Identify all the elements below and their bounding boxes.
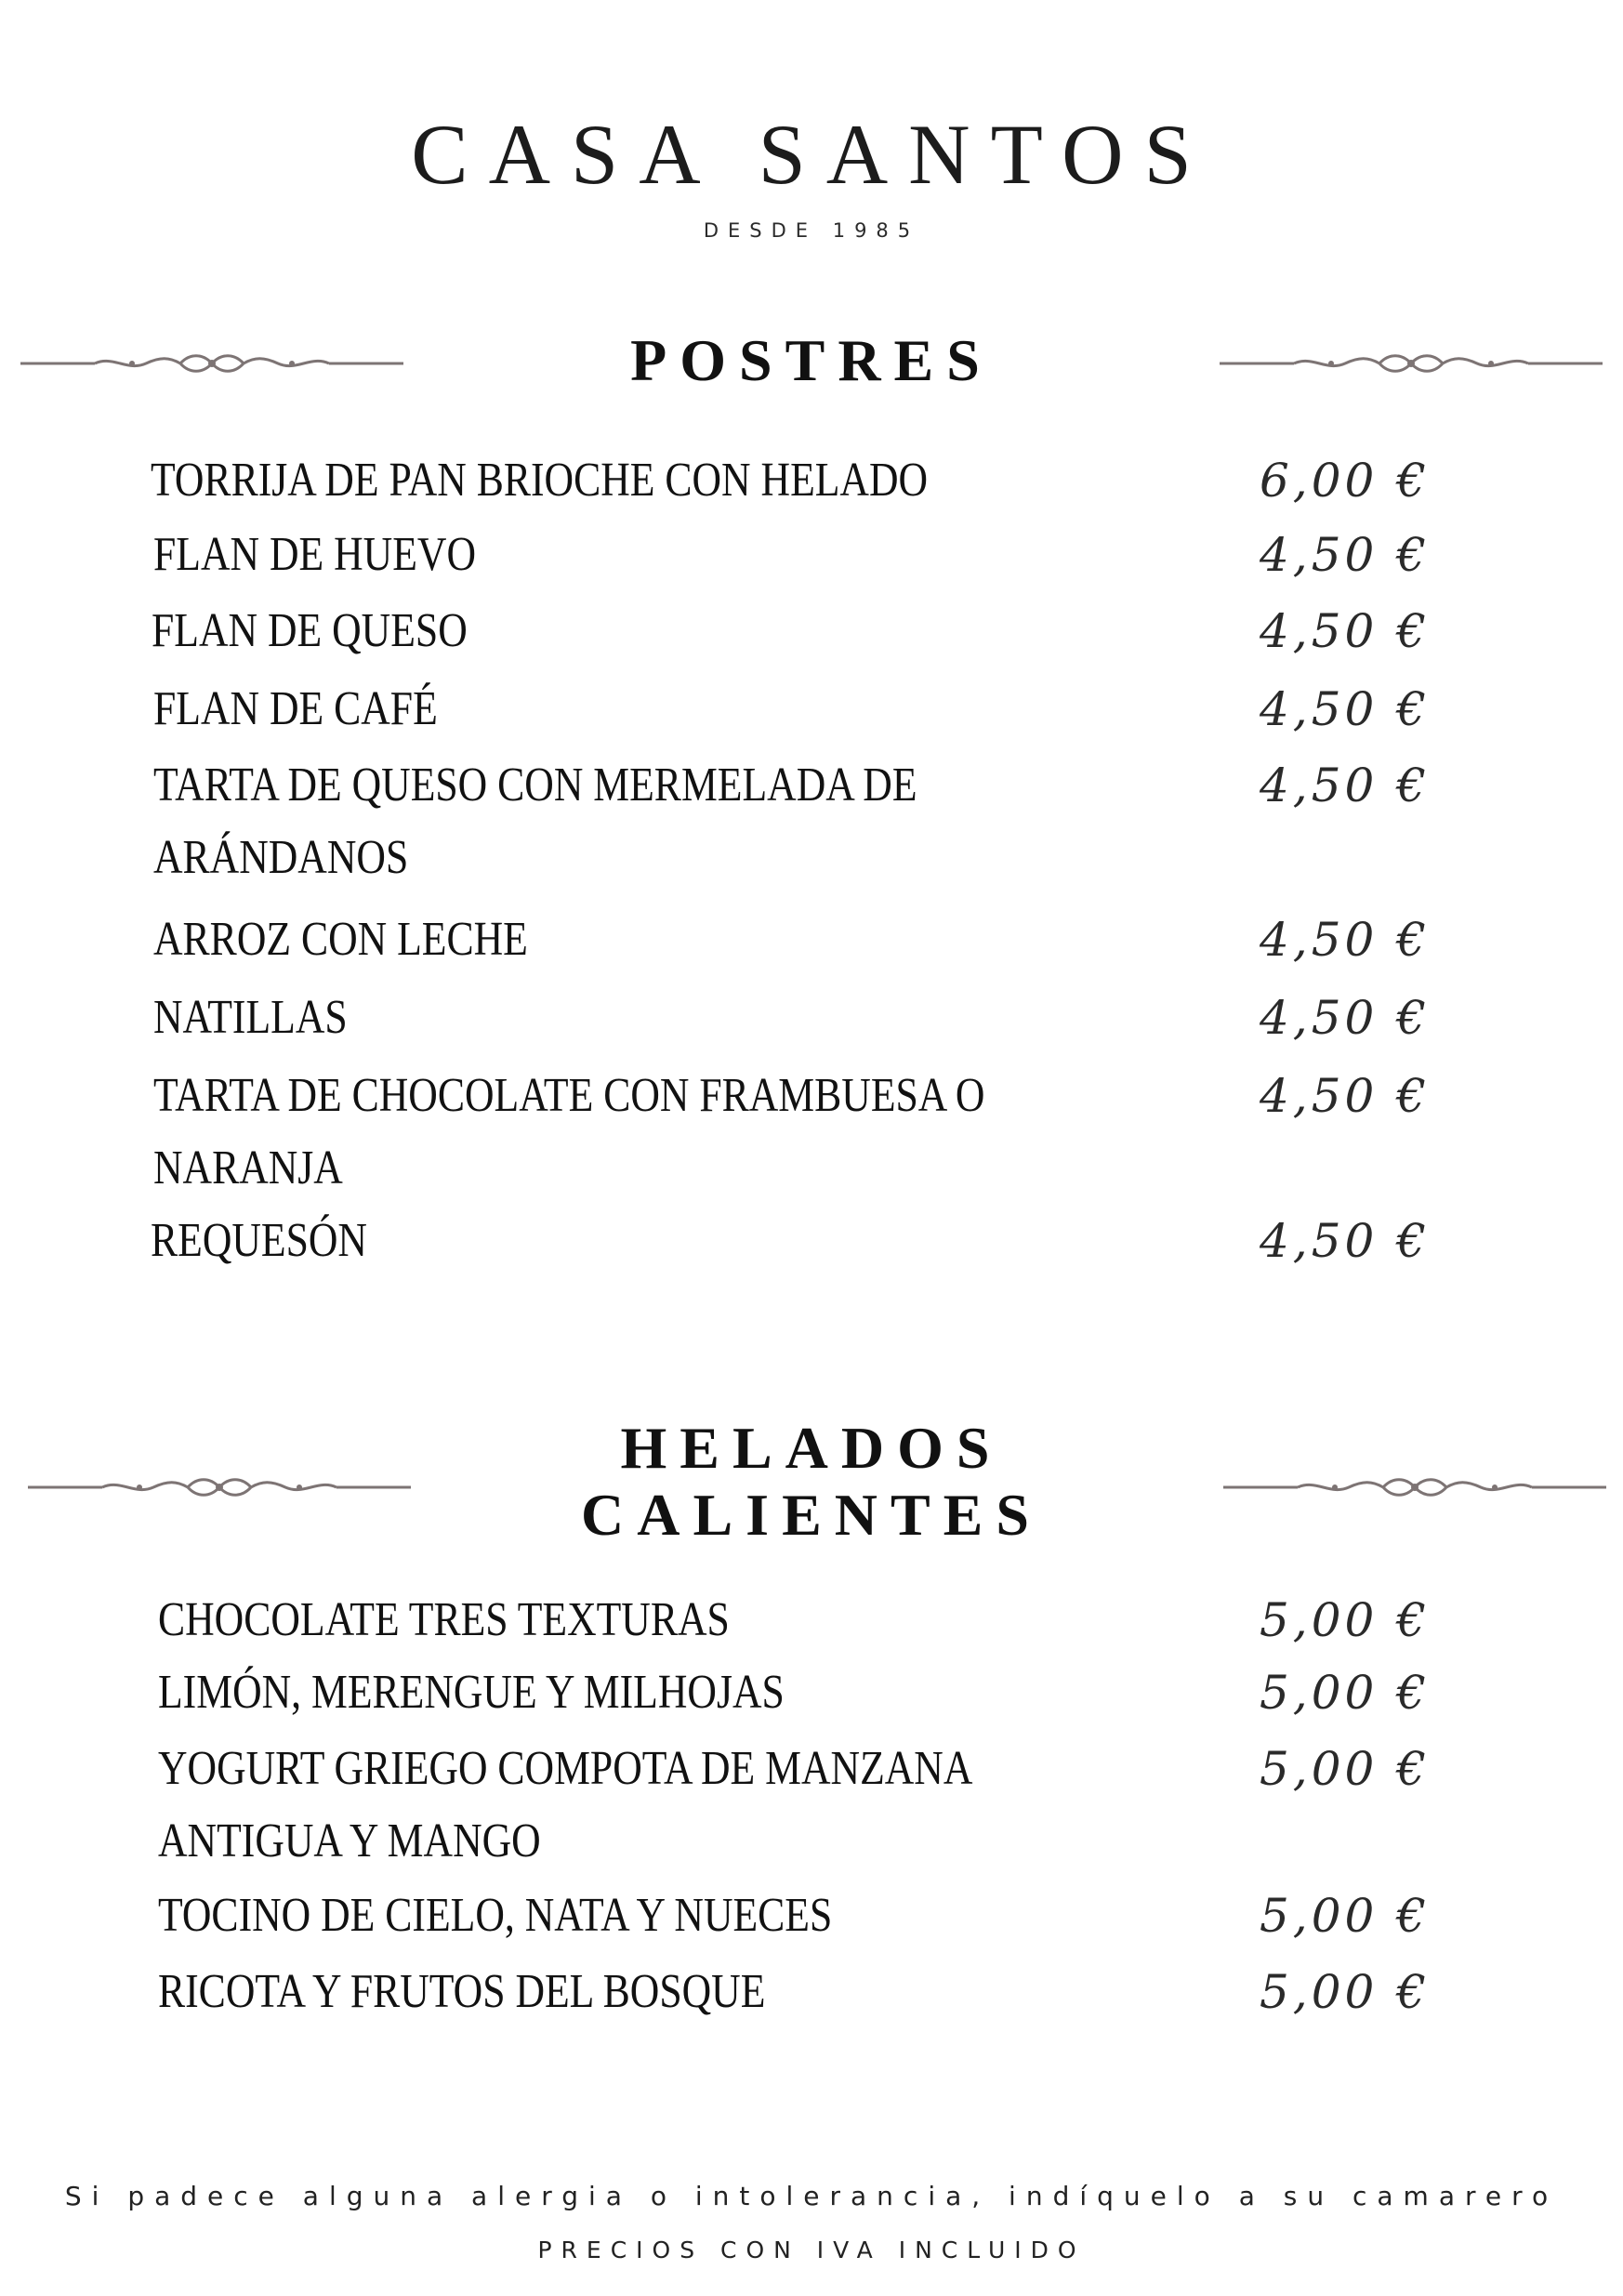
right-ornament-divider xyxy=(1220,351,1603,376)
restaurant-name: CASA SANTOS xyxy=(411,107,1212,202)
item-name: TORRIJA DE PAN BRIOCHE CON HELADO xyxy=(151,454,929,507)
item-name-line2: ANTIGUA Y MANGO xyxy=(158,1814,541,1867)
item-name: FLAN DE HUEVO xyxy=(153,528,476,581)
item-price: 5,00 € xyxy=(1260,1742,1431,1796)
established-year: DESDE 1985 xyxy=(703,219,920,242)
item-name: TOCINO DE CIELO, NATA Y NUECES xyxy=(158,1889,833,1942)
item-name: ARROZ CON LECHE xyxy=(153,913,528,966)
section-title-postres: POSTRES xyxy=(630,327,993,393)
item-price: 4,50 € xyxy=(1260,759,1431,812)
item-price: 6,00 € xyxy=(1260,454,1431,508)
item-name: CHOCOLATE TRES TEXTURAS xyxy=(158,1593,730,1646)
item-name: FLAN DE QUESO xyxy=(152,604,468,657)
item-name: FLAN DE CAFÉ xyxy=(153,682,438,735)
item-name-line2: ARÁNDANOS xyxy=(153,831,409,884)
item-price: 4,50 € xyxy=(1260,528,1431,582)
item-price: 4,50 € xyxy=(1260,991,1431,1045)
item-name: NATILLAS xyxy=(153,991,348,1044)
section-title-helados-line1: HELADOS xyxy=(620,1415,1003,1481)
item-price: 4,50 € xyxy=(1260,604,1431,658)
item-price: 4,50 € xyxy=(1260,682,1431,736)
item-price: 5,00 € xyxy=(1260,1965,1431,2019)
right-ornament-divider xyxy=(1223,1475,1606,1499)
item-price: 5,00 € xyxy=(1260,1889,1431,1943)
allergy-notice: Si padece alguna alergia o intolerancia, indíquelo a su camarero xyxy=(64,2181,1559,2211)
item-name: LIMÓN, MERENGUE Y MILHOJAS xyxy=(158,1666,785,1719)
vat-notice: PRECIOS CON IVA INCLUIDO xyxy=(537,2237,1086,2263)
item-name: YOGURT GRIEGO COMPOTA DE MANZANA xyxy=(158,1742,973,1795)
item-name: RICOTA Y FRUTOS DEL BOSQUE xyxy=(158,1965,766,2018)
item-name: TARTA DE QUESO CON MERMELADA DE xyxy=(153,759,917,812)
item-name: REQUESÓN xyxy=(151,1214,367,1267)
section-title-helados-line2: CALIENTES xyxy=(581,1482,1042,1548)
item-name: TARTA DE CHOCOLATE CON FRAMBUESA O xyxy=(153,1069,985,1122)
item-price: 4,50 € xyxy=(1260,1214,1431,1268)
item-price: 4,50 € xyxy=(1260,913,1431,967)
item-price: 5,00 € xyxy=(1260,1593,1431,1647)
item-name-line2: NARANJA xyxy=(153,1141,343,1194)
item-price: 5,00 € xyxy=(1260,1666,1431,1720)
item-price: 4,50 € xyxy=(1260,1069,1431,1123)
